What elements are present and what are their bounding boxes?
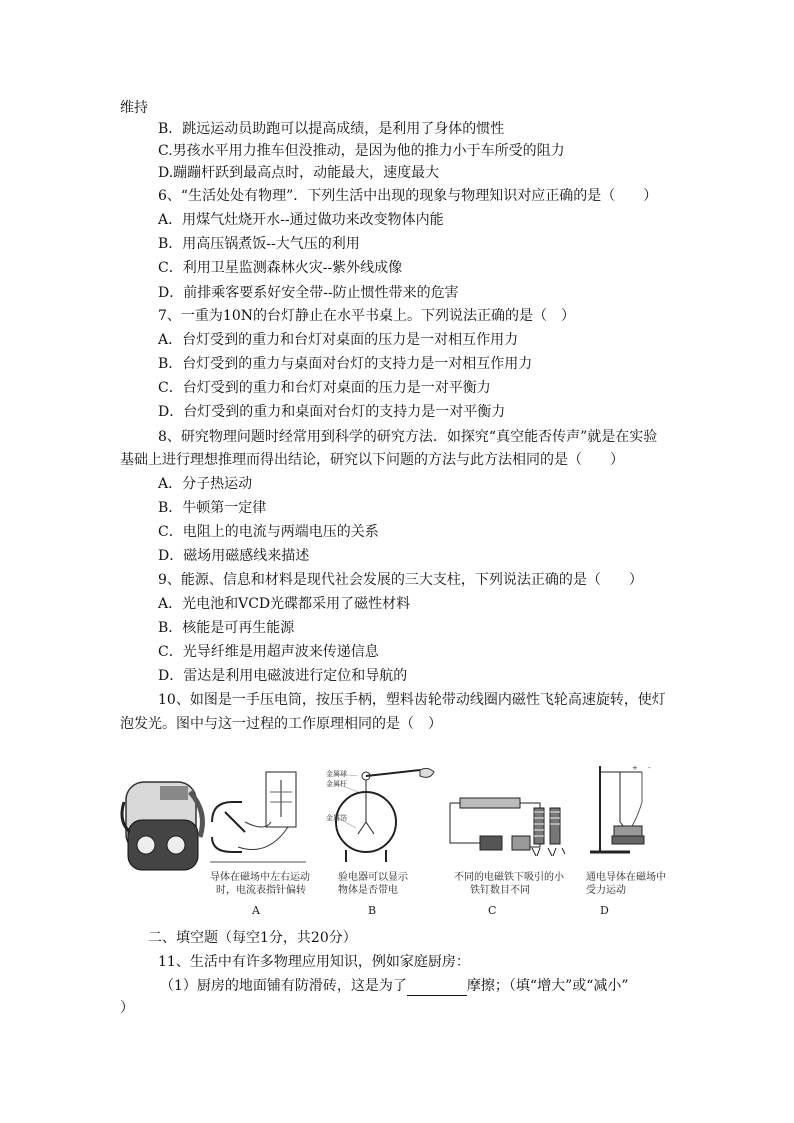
q9-option-a: A．光电池和VCD光碟都采用了磁性材料 [158,596,411,612]
q8-option-b: B．牛顿第一定律 [158,500,267,516]
question-7: 7、一重为10N的台灯静止在水平书桌上。下列说法正确的是（ ） [158,308,575,324]
option-d: D.蹦蹦杆跃到最高点时，动能最大，速度最大 [158,165,440,181]
label-a: A [252,904,260,917]
q6-option-d: D．前排乘客要系好安全带--防止惯性带来的危害 [158,285,459,301]
label-plus: + [632,764,638,772]
label-b: B [368,904,377,917]
q7-option-c: C．台灯受到的重力和台灯对桌面的压力是一对平衡力 [158,380,491,396]
q6-option-a: A．用煤气灶烧开水--通过做功来改变物体内能 [158,212,444,228]
q11-part-1-text-a: （1）厨房的地面铺有防滑砖，这是为了 [160,978,407,994]
question-11-part-1-close: ） [120,1000,134,1016]
q6-option-c: C．利用卫星监测森林火灾--紫外线成像 [158,260,403,276]
text-line: 维持 [120,100,148,116]
caption-c-line-1: 不同的电磁铁下吸引的小 [454,872,564,883]
diagram-b-electroscope [336,768,434,862]
caption-d-line-1: 通电导体在磁场中 [586,872,666,883]
label-d: D [600,904,609,917]
q9-option-d: D．雷达是利用电磁波进行定位和导航的 [158,668,408,684]
option-c: C.男孩水平用力推车但没推动，是因为他的推力小于车所受的阻力 [158,143,565,159]
q8-option-d: D．磁场用磁感线来描述 [158,548,310,564]
section-2-heading: 二、填空题（每空1分，共20分） [148,930,357,946]
q8-option-a: A．分子热运动 [158,476,253,492]
diagram-d-motor-principle [590,766,644,852]
question-10-line-1: 10、如图是一手压电筒，按压手柄，塑料齿轮带动线圈内磁性飞轮高速旋转，使灯 [158,692,666,708]
question-8-line-2: 基础上进行理想推理而得出结论，研究以下问题的方法与此方法相同的是（ ） [120,452,624,468]
caption-b-line-2: 物体是否带电 [338,885,398,896]
label-metal-ball: 金属球 [326,770,347,778]
q11-part-1-text-b: 摩擦；（填“增大”或“减小” [466,978,629,994]
label-metal-foil: 金属箔 [326,814,347,822]
answer-blank[interactable] [407,981,467,996]
question-8-line-1: 8、研究物理问题时经常用到科学的研究方法．如探究“真空能否传声”就是在实验 [158,429,658,445]
diagram-c-electromagnets [450,798,565,856]
q7-option-d: D．台灯受到的重力和桌面对台灯的支持力是一对平衡力 [158,404,506,420]
caption-c-line-2: 铁钉数目不同 [470,885,530,896]
caption-d-line-2: 受力运动 [586,885,626,896]
option-b: B．跳远运动员助跑可以提高成绩，是利用了身体的惯性 [158,121,505,137]
question-9: 9、能源、信息和材料是现代社会发展的三大支柱，下列说法正确的是（ ） [158,572,643,588]
caption-a-line-1: 导体在磁场中左右运动 [210,872,310,883]
question-6: 6、“生活处处有物理”．下列生活中出现的现象与物理知识对应正确的是（ ） [158,188,658,204]
q7-option-a: A．台灯受到的重力和台灯对桌面的压力是一对相互作用力 [158,332,519,348]
caption-b-line-1: 验电器可以显示 [338,872,408,883]
hand-flashlight-illustration [122,782,202,870]
q6-option-b: B．用高压锅煮饭--大气压的利用 [158,236,360,252]
label-metal-rod: 金属杆 [326,780,347,788]
question-11-part-1 [160,976,629,996]
question-10-line-2: 泡发光。图中与这一过程的工作原理相同的是（ ） [120,716,442,732]
question-11: 11、生活中有许多物理应用知识，例如家庭厨房： [158,954,470,970]
caption-a-line-2: 时，电流表指针偏转 [216,885,306,896]
q9-option-c: C．光导纤维是用超声波来传递信息 [158,644,379,660]
question-10-figure [120,762,676,922]
q7-option-b: B．台灯受到的重力与桌面对台灯的支持力是一对相互作用力 [158,356,533,372]
label-c: C [488,904,497,917]
label-minus: - [648,764,651,772]
q8-option-c: C．电阻上的电流与两端电压的关系 [158,524,379,540]
q9-option-b: B．核能是可再生能源 [158,620,295,636]
diagram-a-induction [210,772,306,862]
